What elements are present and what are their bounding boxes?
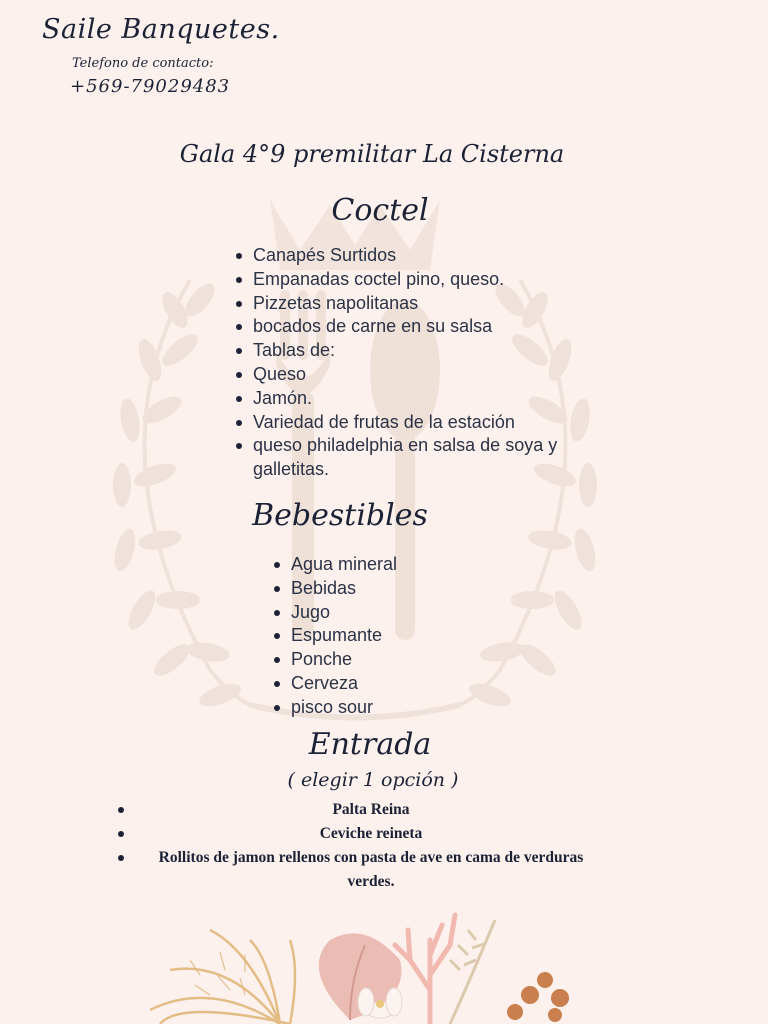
list-item: Palta Reina (138, 798, 604, 822)
list-item: Espumante (291, 624, 541, 648)
contact-label: Telefono de contacto: (72, 56, 214, 71)
section-heading-entrada: Entrada (308, 727, 432, 762)
list-item: queso philadelphia en salsa de soya y galletitas. (253, 434, 583, 482)
list-item: Bebidas (291, 577, 541, 601)
section-heading-bebestibles: Bebestibles (252, 498, 428, 533)
list-item: Tablas de: (253, 339, 583, 363)
list-item: Rollitos de jamon rellenos con pasta de ave en cama de verduras verdes. (138, 846, 604, 894)
list-item: bocados de carne en su salsa (253, 315, 583, 339)
list-item: Jamón. (253, 387, 583, 411)
list-item: pisco sour (291, 696, 541, 720)
coctel-list (253, 244, 583, 482)
floral-decoration-icon (150, 900, 590, 1024)
list-item: Empanadas coctel pino, queso. (253, 268, 583, 292)
entrada-list (138, 798, 604, 894)
event-title: Gala 4°9 premilitar La Cisterna (179, 140, 565, 168)
list-item: Agua mineral (291, 553, 541, 577)
list-item: Canapés Surtidos (253, 244, 583, 268)
list-item: Ceviche reineta (138, 822, 604, 846)
list-item: Ponche (291, 648, 541, 672)
list-item: Cerveza (291, 672, 541, 696)
list-item: Pizzetas napolitanas (253, 292, 583, 316)
list-item: Variedad de frutas de la estación (253, 411, 583, 435)
brand-name: Saile Banquetes. (42, 14, 280, 45)
bebestibles-list (291, 553, 541, 720)
list-item: Jugo (291, 601, 541, 625)
entrada-note: ( elegir 1 opción ) (287, 769, 459, 791)
contact-phone: +569-79029483 (70, 76, 231, 97)
section-heading-coctel: Coctel (331, 193, 429, 228)
list-item: Queso (253, 363, 583, 387)
